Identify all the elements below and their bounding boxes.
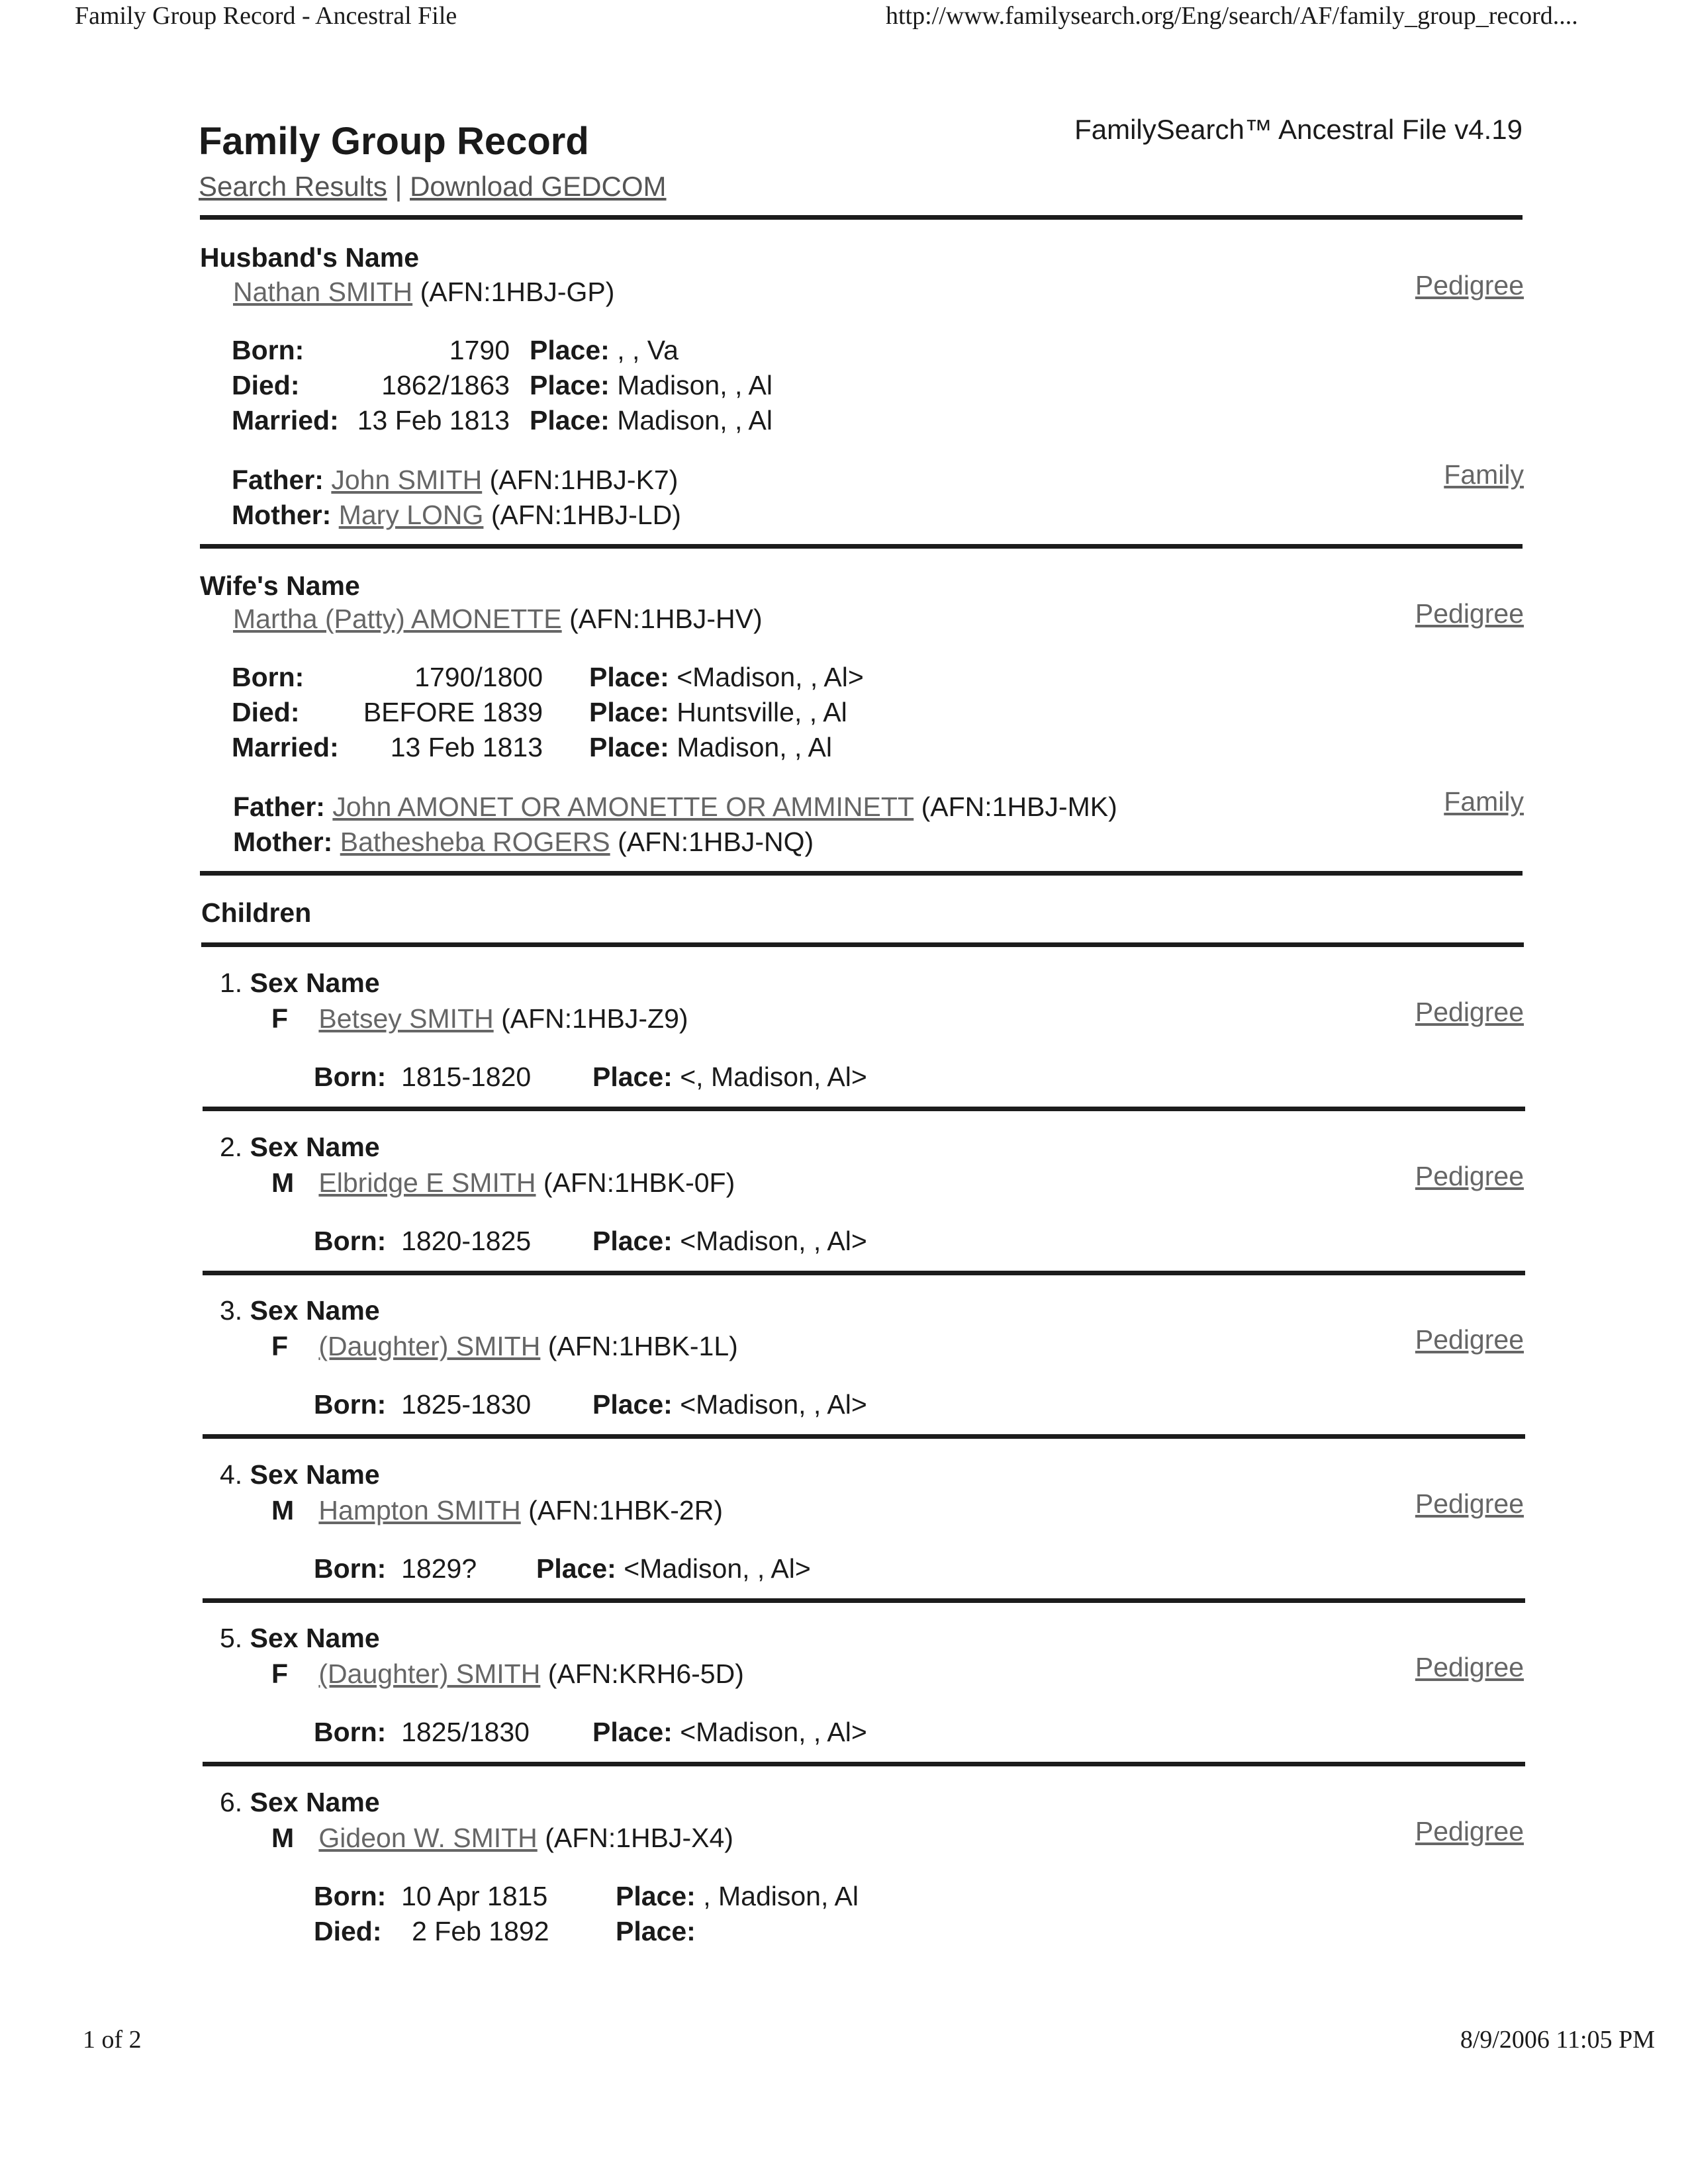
- husband-father-link[interactable]: John SMITH: [331, 465, 483, 495]
- link-separator: |: [395, 171, 402, 202]
- child-born-place: <Madison, , Al>: [680, 1225, 867, 1256]
- child-header: [220, 1623, 380, 1654]
- child-sex: F: [271, 1003, 289, 1034]
- place-label: Place:: [592, 1717, 673, 1747]
- child-afn: (AFN:1HBK-0F): [543, 1167, 735, 1198]
- child-header: [220, 1459, 380, 1490]
- divider: [203, 1107, 1525, 1111]
- place-label: Place:: [616, 1915, 696, 1946]
- wife-mother-link[interactable]: Bathesheba ROGERS: [340, 827, 610, 857]
- child-born-place: <Madison, , Al>: [624, 1553, 811, 1584]
- child-born-place: <Madison, , Al>: [680, 1717, 867, 1747]
- husband-pedigree-link[interactable]: Pedigree: [1415, 270, 1524, 300]
- child-name-link[interactable]: Betsey SMITH: [318, 1003, 494, 1034]
- born-label: Born:: [314, 1389, 387, 1420]
- print-header-title: Family Group Record - Ancestral File: [75, 2, 457, 30]
- child-afn: (AFN:KRH6-5D): [547, 1659, 744, 1689]
- child-number: 4.: [220, 1459, 243, 1490]
- child-sex: M: [271, 1494, 295, 1525]
- child-name-link[interactable]: (Daughter) SMITH: [318, 1331, 541, 1361]
- wife-died-date: BEFORE 1839: [363, 697, 543, 727]
- divider: [203, 1598, 1525, 1603]
- child-died-row: [314, 1916, 549, 1947]
- born-label: Born:: [314, 1553, 387, 1584]
- divider: [203, 1762, 1525, 1766]
- husband-afn: (AFN:1HBJ-GP): [420, 277, 615, 307]
- child-header: [220, 968, 380, 999]
- child-pedigree-link[interactable]: Pedigree: [1415, 1488, 1524, 1519]
- child-died-date: 2 Feb 1892: [412, 1915, 549, 1946]
- child-name-link[interactable]: Gideon W. SMITH: [318, 1822, 538, 1853]
- child-pedigree-link[interactable]: Pedigree: [1415, 1652, 1524, 1682]
- search-results-link[interactable]: Search Results: [199, 171, 387, 202]
- born-label: Born:: [314, 1225, 387, 1256]
- child-name-row: [271, 1003, 688, 1034]
- child-born-date: 1825-1830: [401, 1389, 532, 1420]
- children-heading: Children: [201, 897, 312, 928]
- child-born-place: <Madison, , Al>: [680, 1389, 867, 1420]
- child-number: 2.: [220, 1131, 243, 1162]
- husband-father-afn: (AFN:1HBJ-K7): [489, 465, 679, 495]
- child-name-row: [271, 1823, 733, 1854]
- place-label: Place:: [592, 1389, 673, 1420]
- husband-mother-row: [232, 500, 681, 531]
- download-gedcom-link[interactable]: Download GEDCOM: [410, 171, 667, 202]
- husband-mother-afn: (AFN:1HBJ-LD): [491, 500, 681, 530]
- husband-married-place: Madison, , Al: [617, 405, 773, 435]
- mother-label: Mother:: [233, 827, 333, 857]
- child-born-date: 10 Apr 1815: [401, 1880, 548, 1911]
- child-header: [220, 1295, 380, 1326]
- sex-name-label: Sex Name: [250, 968, 380, 998]
- child-name-row: [271, 1167, 735, 1199]
- place-label: Place:: [616, 1880, 696, 1911]
- place-label: Place:: [592, 1225, 673, 1256]
- wife-married-place: Madison, , Al: [677, 732, 832, 762]
- app-version: FamilySearch™ Ancestral File v4.19: [1074, 114, 1523, 145]
- print-footer-datetime: 8/9/2006 11:05 PM: [1460, 2026, 1655, 2054]
- child-born-place: , Madison, Al: [703, 1880, 859, 1911]
- child-born-date: 1829?: [401, 1553, 477, 1584]
- child-header: [220, 1787, 380, 1818]
- born-label: Born:: [232, 335, 305, 365]
- child-number: 5.: [220, 1623, 243, 1653]
- married-label: Married:: [232, 405, 339, 435]
- father-label: Father:: [233, 792, 325, 822]
- child-born-place: <, Madison, Al>: [680, 1062, 867, 1092]
- father-label: Father:: [232, 465, 324, 495]
- child-afn: (AFN:1HBJ-Z9): [501, 1003, 688, 1034]
- place-label: Place:: [589, 732, 669, 762]
- child-born-date: 1825/1830: [401, 1717, 530, 1747]
- died-label: Died:: [232, 370, 300, 400]
- child-born-place-row: [592, 1389, 867, 1420]
- child-born-row: [314, 1881, 547, 1912]
- place-label: Place:: [530, 370, 610, 400]
- child-pedigree-link[interactable]: Pedigree: [1415, 1160, 1524, 1191]
- husband-born-date: 1790: [449, 335, 510, 365]
- page-title: Family Group Record: [199, 120, 589, 163]
- child-number: 1.: [220, 968, 243, 998]
- top-links: [199, 171, 667, 203]
- divider: [200, 544, 1523, 549]
- husband-born-place: , , Va: [617, 335, 679, 365]
- child-died-place-row: [616, 1916, 696, 1947]
- child-born-row: [314, 1553, 477, 1584]
- child-born-place-row: [592, 1062, 867, 1093]
- died-label: Died:: [232, 697, 300, 727]
- child-born-row: [314, 1717, 530, 1748]
- born-label: Born:: [314, 1062, 387, 1092]
- divider: [201, 942, 1524, 947]
- child-born-place-row: [536, 1553, 811, 1584]
- wife-mother-row: [233, 827, 814, 858]
- child-born-row: [314, 1389, 531, 1420]
- wife-born-date: 1790/1800: [414, 662, 543, 692]
- child-sex: F: [271, 1659, 289, 1689]
- husband-married-date: 13 Feb 1813: [357, 405, 510, 435]
- child-born-place-row: [592, 1226, 867, 1257]
- child-name-link[interactable]: Elbridge E SMITH: [318, 1167, 536, 1198]
- sex-name-label: Sex Name: [250, 1786, 380, 1817]
- husband-mother-link[interactable]: Mary LONG: [338, 500, 484, 530]
- sex-name-label: Sex Name: [250, 1295, 380, 1326]
- place-label: Place:: [536, 1553, 616, 1584]
- child-name-row: [271, 1495, 723, 1526]
- husband-died-place: Madison, , Al: [617, 370, 773, 400]
- born-label: Born:: [314, 1880, 387, 1911]
- wife-family-link[interactable]: Family: [1444, 786, 1524, 817]
- divider: [200, 871, 1523, 876]
- print-header-url: http://www.familysearch.org/Eng/search/AF/family_group_record....: [886, 2, 1578, 30]
- child-afn: (AFN:1HBJ-X4): [545, 1822, 733, 1853]
- wife-mother-afn: (AFN:1HBJ-NQ): [618, 827, 814, 857]
- wife-father-afn: (AFN:1HBJ-MK): [921, 792, 1117, 822]
- child-name-row: [271, 1331, 738, 1362]
- print-footer-page: 1 of 2: [83, 2026, 142, 2054]
- child-born-row: [314, 1062, 531, 1093]
- sex-name-label: Sex Name: [250, 1459, 380, 1490]
- married-label: Married:: [232, 732, 339, 762]
- wife-afn: (AFN:1HBJ-HV): [569, 604, 763, 634]
- sex-name-label: Sex Name: [250, 1623, 380, 1653]
- child-pedigree-link[interactable]: Pedigree: [1415, 1324, 1524, 1355]
- child-header: [220, 1132, 380, 1163]
- died-label: Died:: [314, 1915, 382, 1946]
- wife-married-date: 13 Feb 1813: [390, 732, 543, 762]
- child-name-row: [271, 1659, 744, 1690]
- wife-father-row: [233, 792, 1117, 823]
- sex-name-label: Sex Name: [250, 1131, 380, 1162]
- child-born-row: [314, 1226, 531, 1257]
- divider: [203, 1271, 1525, 1275]
- child-number: 6.: [220, 1786, 243, 1817]
- wife-father-link[interactable]: John AMONET OR AMONETTE OR AMMINETT: [332, 792, 914, 822]
- child-born-place-row: [592, 1717, 867, 1748]
- child-born-place-row: [616, 1881, 859, 1912]
- wife-heading: Wife's Name: [200, 570, 360, 601]
- husband-family-link[interactable]: Family: [1444, 459, 1524, 490]
- child-name-link[interactable]: (Daughter) SMITH: [318, 1659, 541, 1689]
- divider: [203, 1434, 1525, 1439]
- wife-pedigree-link[interactable]: Pedigree: [1415, 598, 1524, 629]
- child-afn: (AFN:1HBK-1L): [547, 1331, 738, 1361]
- place-label: Place:: [589, 697, 669, 727]
- child-sex: M: [271, 1167, 295, 1198]
- divider: [200, 215, 1523, 220]
- place-label: Place:: [592, 1062, 673, 1092]
- husband-name-link[interactable]: Nathan SMITH: [233, 277, 413, 307]
- child-pedigree-link[interactable]: Pedigree: [1415, 1815, 1524, 1846]
- husband-died-date: 1862/1863: [381, 370, 510, 400]
- child-name-link[interactable]: Hampton SMITH: [318, 1494, 521, 1525]
- wife-name-link[interactable]: Martha (Patty) AMONETTE: [233, 604, 562, 634]
- mother-label: Mother:: [232, 500, 332, 530]
- husband-heading: Husband's Name: [200, 242, 420, 273]
- place-label: Place:: [589, 662, 669, 692]
- born-label: Born:: [232, 662, 305, 692]
- child-number: 3.: [220, 1295, 243, 1326]
- child-pedigree-link[interactable]: Pedigree: [1415, 997, 1524, 1027]
- place-label: Place:: [530, 335, 610, 365]
- child-sex: F: [271, 1331, 289, 1361]
- child-afn: (AFN:1HBK-2R): [528, 1494, 723, 1525]
- husband-father-row: [232, 465, 678, 496]
- child-born-date: 1815-1820: [401, 1062, 532, 1092]
- born-label: Born:: [314, 1717, 387, 1747]
- place-label: Place:: [530, 405, 610, 435]
- wife-died-place: Huntsville, , Al: [677, 697, 847, 727]
- child-born-date: 1820-1825: [401, 1225, 532, 1256]
- child-sex: M: [271, 1822, 295, 1853]
- wife-born-place: <Madison, , Al>: [677, 662, 864, 692]
